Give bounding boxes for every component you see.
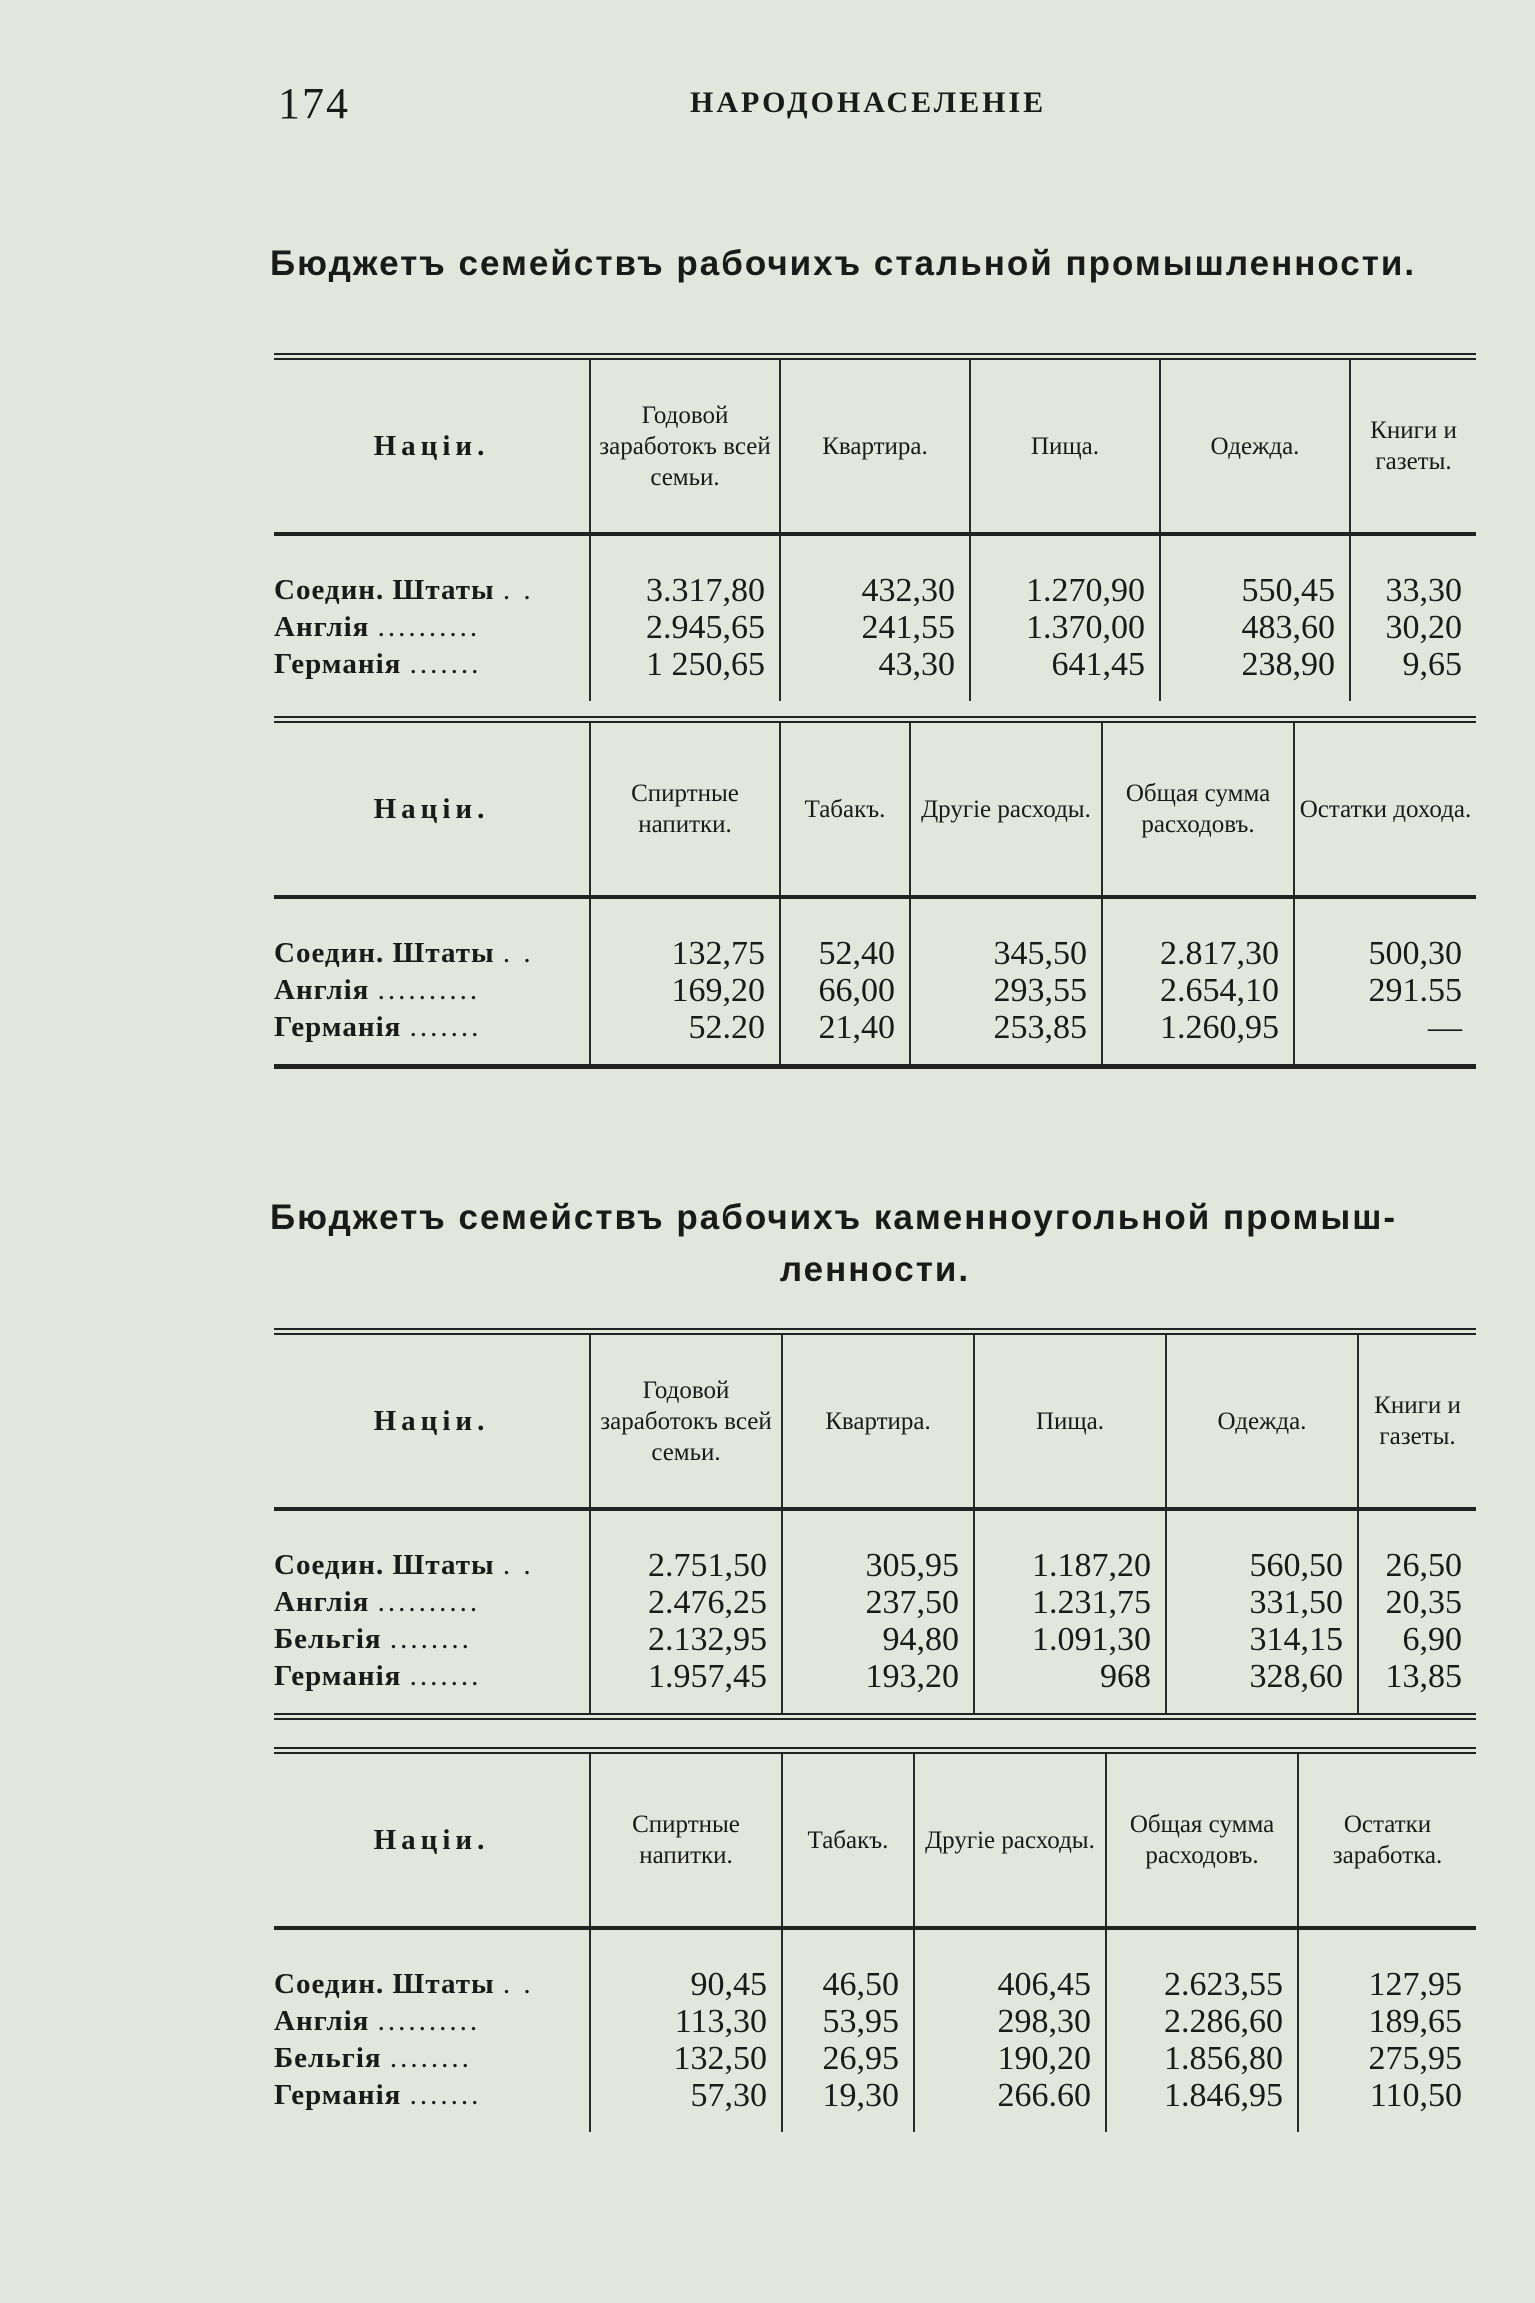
steel-budget-table-part2 [274,716,1476,1069]
table-row [274,1509,1476,1584]
value-cell: 132,50 [590,2040,782,2077]
value-cell: 3.317,80 [590,534,780,609]
nation-cell [274,609,590,646]
value-cell: 9,65 [1350,646,1476,701]
table-row [274,646,1476,701]
leader-dots: ........ [389,1623,472,1655]
value-cell: 6,90 [1358,1621,1476,1658]
value-cell: 2.945,65 [590,609,780,646]
value-cell: 110,50 [1298,2077,1476,2132]
leader-dots: ....... [409,2079,482,2111]
header-row [274,1332,1476,1510]
value-cell: 193,20 [782,1658,974,1717]
nation-cell [274,972,590,1009]
value-cell: 20,35 [1358,1584,1476,1621]
nation-cell [274,1621,590,1658]
leader-dots: ........ [389,2042,472,2074]
nation-cell [274,2040,590,2077]
column-header: Одежда. [1166,1332,1358,1510]
table-title-coal [270,1192,1480,1296]
column-header: Другіе расходы. [914,1751,1106,1929]
nation-name: Англія [274,611,370,643]
leader-dots: . . [502,574,534,606]
value-cell: 46,50 [782,1928,914,2003]
value-cell: 13,85 [1358,1658,1476,1717]
nation-cell [274,2077,590,2132]
nation-name: Соедин. Штаты [274,1549,495,1581]
column-header: Спиртные напитки. [590,1751,782,1929]
value-cell: 291.55 [1294,972,1476,1009]
leader-dots: ....... [409,648,482,680]
value-cell: 2.751,50 [590,1509,782,1584]
column-header: Остатки заработка. [1298,1751,1476,1929]
nation-cell [274,534,590,609]
column-header: Книги и газеты. [1350,357,1476,535]
value-cell: 52.20 [590,1009,780,1067]
value-cell: 1.260,95 [1102,1009,1294,1067]
leader-dots: .......... [377,611,481,643]
nation-name: Бельгія [274,1623,382,1655]
nation-cell [274,897,590,972]
table-row [274,2040,1476,2077]
page-number: 174 [278,79,350,128]
value-cell: 305,95 [782,1509,974,1584]
value-cell: 1.370,00 [970,609,1160,646]
value-cell: 293,55 [910,972,1102,1009]
column-header: Спиртные напитки. [590,720,780,898]
value-cell: 127,95 [1298,1928,1476,2003]
column-header: Пища. [974,1332,1166,1510]
value-cell: 33,30 [1350,534,1476,609]
table-row [274,897,1476,972]
column-header: Общая сумма расходовъ. [1102,720,1294,898]
table-row [274,609,1476,646]
value-cell: 53,95 [782,2003,914,2040]
value-cell: 1.856,80 [1106,2040,1298,2077]
table-row [274,1584,1476,1621]
nation-name: Германія [274,648,402,680]
value-cell: 2.817,30 [1102,897,1294,972]
value-cell: 66,00 [780,972,910,1009]
nation-cell [274,646,590,701]
value-cell: 331,50 [1166,1584,1358,1621]
coal-budget-table-part1 [274,1328,1476,1720]
table-row [274,2077,1476,2132]
value-cell: 113,30 [590,2003,782,2040]
column-header: Пища. [970,357,1160,535]
leader-dots: ....... [409,1011,482,1043]
nation-name: Германія [274,1660,402,1692]
value-cell: 26,50 [1358,1509,1476,1584]
column-header: Другіе расходы. [910,720,1102,898]
table-row [274,1928,1476,2003]
table-row [274,1009,1476,1067]
column-header: Табакъ. [782,1751,914,1929]
value-cell: 169,20 [590,972,780,1009]
value-cell: 298,30 [914,2003,1106,2040]
value-cell: 345,50 [910,897,1102,972]
nation-cell [274,1658,590,1717]
nation-cell [274,1584,590,1621]
value-cell: 550,45 [1160,534,1350,609]
column-header: Одежда. [1160,357,1350,535]
value-cell: 2.132,95 [590,1621,782,1658]
value-cell: 1.231,75 [974,1584,1166,1621]
column-header: Квартира. [780,357,970,535]
value-cell: 1 250,65 [590,646,780,701]
leader-dots: .......... [377,974,481,1006]
nation-name: Англія [274,2005,370,2037]
column-header: Годовой заработокъ всей семьи. [590,1332,782,1510]
value-cell: 2.476,25 [590,1584,782,1621]
value-cell: 266.60 [914,2077,1106,2132]
nation-name: Соедин. Штаты [274,1968,495,2000]
header-row [274,1751,1476,1929]
value-cell: 406,45 [914,1928,1106,2003]
coal-budget-table-part2 [274,1747,1476,2132]
value-cell: 483,60 [1160,609,1350,646]
table-row [274,2003,1476,2040]
column-header: Остатки дохода. [1294,720,1476,898]
column-header-nation: Націи. [373,429,490,462]
nation-cell [274,1509,590,1584]
running-head: НАРОДОНАСЕЛЕНІЕ [690,86,1047,119]
table-title-coal-line2: ленности. [779,1250,971,1289]
leader-dots: .......... [377,1586,481,1618]
header-row [274,720,1476,898]
value-cell: 190,20 [914,2040,1106,2077]
leader-dots: . . [502,1968,534,2000]
value-cell: 57,30 [590,2077,782,2132]
value-cell: 1.091,30 [974,1621,1166,1658]
value-cell: 314,15 [1166,1621,1358,1658]
value-cell: 432,30 [780,534,970,609]
column-header-nation: Націи. [373,1404,490,1437]
value-cell: 19,30 [782,2077,914,2132]
nation-name: Соедин. Штаты [274,937,495,969]
value-cell: 253,85 [910,1009,1102,1067]
leader-dots: . . [502,937,534,969]
leader-dots: .......... [377,2005,481,2037]
column-header: Годовой заработокъ всей семьи. [590,357,780,535]
table-title-coal-line1: Бюджетъ семействъ рабочихъ каменноугольной промыш- [270,1198,1398,1237]
value-cell: 1.187,20 [974,1509,1166,1584]
value-cell: 43,30 [780,646,970,701]
value-cell: 90,45 [590,1928,782,2003]
column-header-nation: Націи. [373,1823,490,1856]
value-cell: 237,50 [782,1584,974,1621]
value-cell: 1.957,45 [590,1658,782,1717]
nation-cell [274,1009,590,1067]
value-cell: 968 [974,1658,1166,1717]
table-row [274,534,1476,609]
header-row [274,357,1476,535]
value-cell: 328,60 [1166,1658,1358,1717]
value-cell: 94,80 [782,1621,974,1658]
table-row [274,1658,1476,1717]
nation-cell [274,1928,590,2003]
value-cell: 132,75 [590,897,780,972]
value-cell: 189,65 [1298,2003,1476,2040]
nation-cell [274,2003,590,2040]
nation-name: Соедин. Штаты [274,574,495,606]
column-header-nation: Націи. [373,792,490,825]
column-header: Общая сумма расходовъ. [1106,1751,1298,1929]
nation-name: Англія [274,974,370,1006]
table-title-steel: Бюджетъ семействъ рабочихъ стальной промышленности. [270,244,1417,283]
value-cell: 238,90 [1160,646,1350,701]
value-cell: 560,50 [1166,1509,1358,1584]
value-cell: 2.286,60 [1106,2003,1298,2040]
nation-name: Германія [274,2079,402,2111]
column-header: Книги и газеты. [1358,1332,1476,1510]
nation-name: Бельгія [274,2042,382,2074]
value-cell: 500,30 [1294,897,1476,972]
nation-name: Германія [274,1011,402,1043]
value-cell: 52,40 [780,897,910,972]
value-cell: 275,95 [1298,2040,1476,2077]
value-cell: 21,40 [780,1009,910,1067]
table-row [274,1621,1476,1658]
leader-dots: . . [502,1549,534,1581]
value-cell: 2.623,55 [1106,1928,1298,2003]
value-cell: 1.846,95 [1106,2077,1298,2132]
value-cell: 30,20 [1350,609,1476,646]
table-row [274,972,1476,1009]
value-cell: 641,45 [970,646,1160,701]
column-header: Табакъ. [780,720,910,898]
column-header: Квартира. [782,1332,974,1510]
value-cell: 26,95 [782,2040,914,2077]
value-cell: — [1294,1009,1476,1067]
value-cell: 2.654,10 [1102,972,1294,1009]
value-cell: 1.270,90 [970,534,1160,609]
leader-dots: ....... [409,1660,482,1692]
value-cell: 241,55 [780,609,970,646]
nation-name: Англія [274,1586,370,1618]
steel-budget-table-part1 [274,353,1476,701]
